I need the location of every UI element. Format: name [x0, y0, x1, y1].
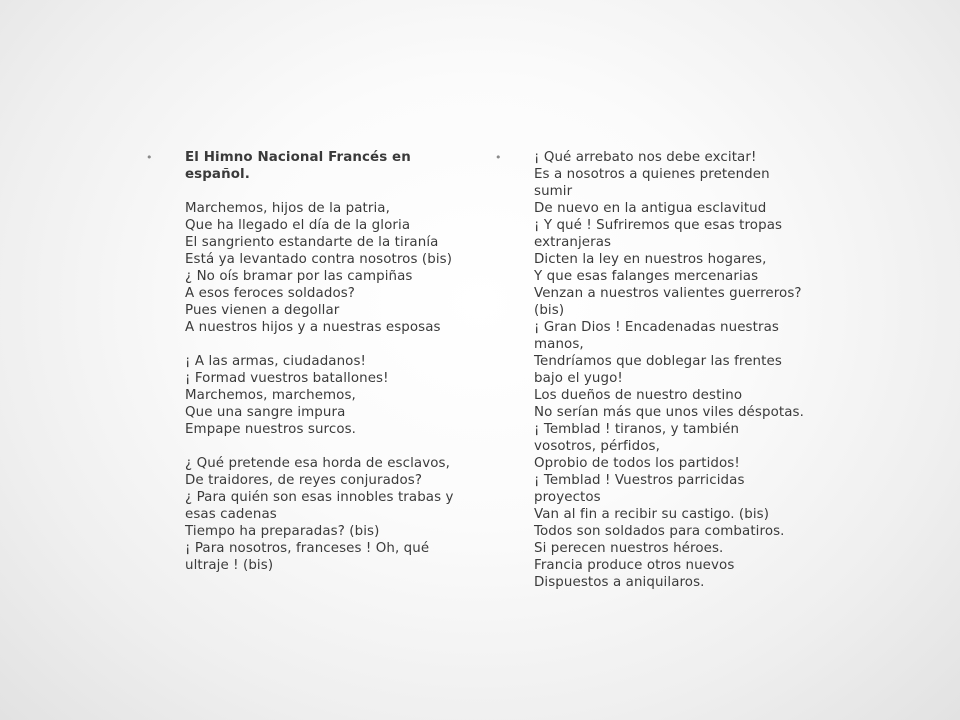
- verse-line: ¡ Temblad ! tiranos, y también vosotros, pérfidos,: [534, 422, 744, 454]
- bullet-icon: •: [495, 151, 502, 164]
- verse-line: Tendríamos que doblegar las frentes bajo el yugo!: [534, 354, 787, 386]
- verse-line: ¿ Qué pretende esa horda de esclavos,: [185, 456, 450, 471]
- verse-line: ¡ Para nosotros, franceses ! Oh, qué ultraje ! (bis): [185, 541, 434, 573]
- left-column-text: [185, 149, 456, 574]
- right-column-text: [534, 149, 805, 591]
- verse-line: ¡ Y qué ! Sufriremos que esas tropas extranjeras: [534, 218, 787, 250]
- verse-line: [185, 183, 456, 200]
- verse-line: De traidores, de reyes conjurados?: [185, 473, 423, 488]
- verse-line: Pues vienen a degollar: [185, 303, 340, 318]
- left-column: [146, 149, 456, 574]
- verse-line: Todos son soldados para combatiros.: [534, 524, 785, 539]
- verse-line: Es a nosotros a quienes pretenden sumir: [534, 167, 775, 199]
- verse-line: [185, 336, 456, 353]
- anthem-title: El Himno Nacional Francés en español.: [185, 150, 416, 182]
- right-verse-lines: [534, 149, 805, 591]
- verse-line: Está ya levantado contra nosotros (bis): [185, 252, 453, 267]
- verse-line: Marchemos, hijos de la patria,: [185, 201, 390, 216]
- verse-line: Francia produce otros nuevos: [534, 558, 735, 573]
- verse-line: ¡ A las armas, ciudadanos!: [185, 354, 367, 369]
- verse-line: Van al fin a recibir su castigo. (bis): [534, 507, 770, 522]
- verse-line: Y que esas falanges mercenarias: [534, 269, 759, 284]
- verse-line: A esos feroces soldados?: [185, 286, 356, 301]
- verse-line: Que ha llegado el día de la gloria: [185, 218, 411, 233]
- verse-line: Dicten la ley en nuestros hogares,: [534, 252, 767, 267]
- left-verse-lines: [185, 183, 456, 574]
- verse-line: ¡ Temblad ! Vuestros parricidas proyectos: [534, 473, 749, 505]
- verse-line: ¿ Para quién son esas innobles trabas y esas cadenas: [185, 490, 458, 522]
- verse-line: Los dueños de nuestro destino: [534, 388, 743, 403]
- verse-line: Si perecen nuestros héroes.: [534, 541, 724, 556]
- verse-line: Oprobio de todos los partidos!: [534, 456, 740, 471]
- verse-line: Tiempo ha preparadas? (bis): [185, 524, 380, 539]
- verse-line: A nuestros hijos y a nuestras esposas: [185, 320, 441, 335]
- verse-line: ¡ Qué arrebato nos debe excitar!: [534, 150, 757, 165]
- verse-line: ¡ Gran Dios ! Encadenadas nuestras manos,: [534, 320, 784, 352]
- verse-line: Marchemos, marchemos,: [185, 388, 356, 403]
- verse-line: Empape nuestros surcos.: [185, 422, 357, 437]
- verse-line: [185, 438, 456, 455]
- right-column: [495, 149, 805, 591]
- verse-line: El sangriento estandarte de la tiranía: [185, 235, 439, 250]
- verse-line: Que una sangre impura: [185, 405, 346, 420]
- verse-line: ¡ Formad vuestros batallones!: [185, 371, 389, 386]
- verse-line: De nuevo en la antigua esclavitud: [534, 201, 767, 216]
- verse-line: No serían más que unos viles déspotas.: [534, 405, 804, 420]
- verse-line: Dispuestos a aniquilaros.: [534, 575, 705, 590]
- verse-line: ¿ No oís bramar por las campiñas: [185, 269, 413, 284]
- verse-line: Venzan a nuestros valientes guerreros? (bis): [534, 286, 806, 318]
- bullet-icon: •: [146, 151, 153, 164]
